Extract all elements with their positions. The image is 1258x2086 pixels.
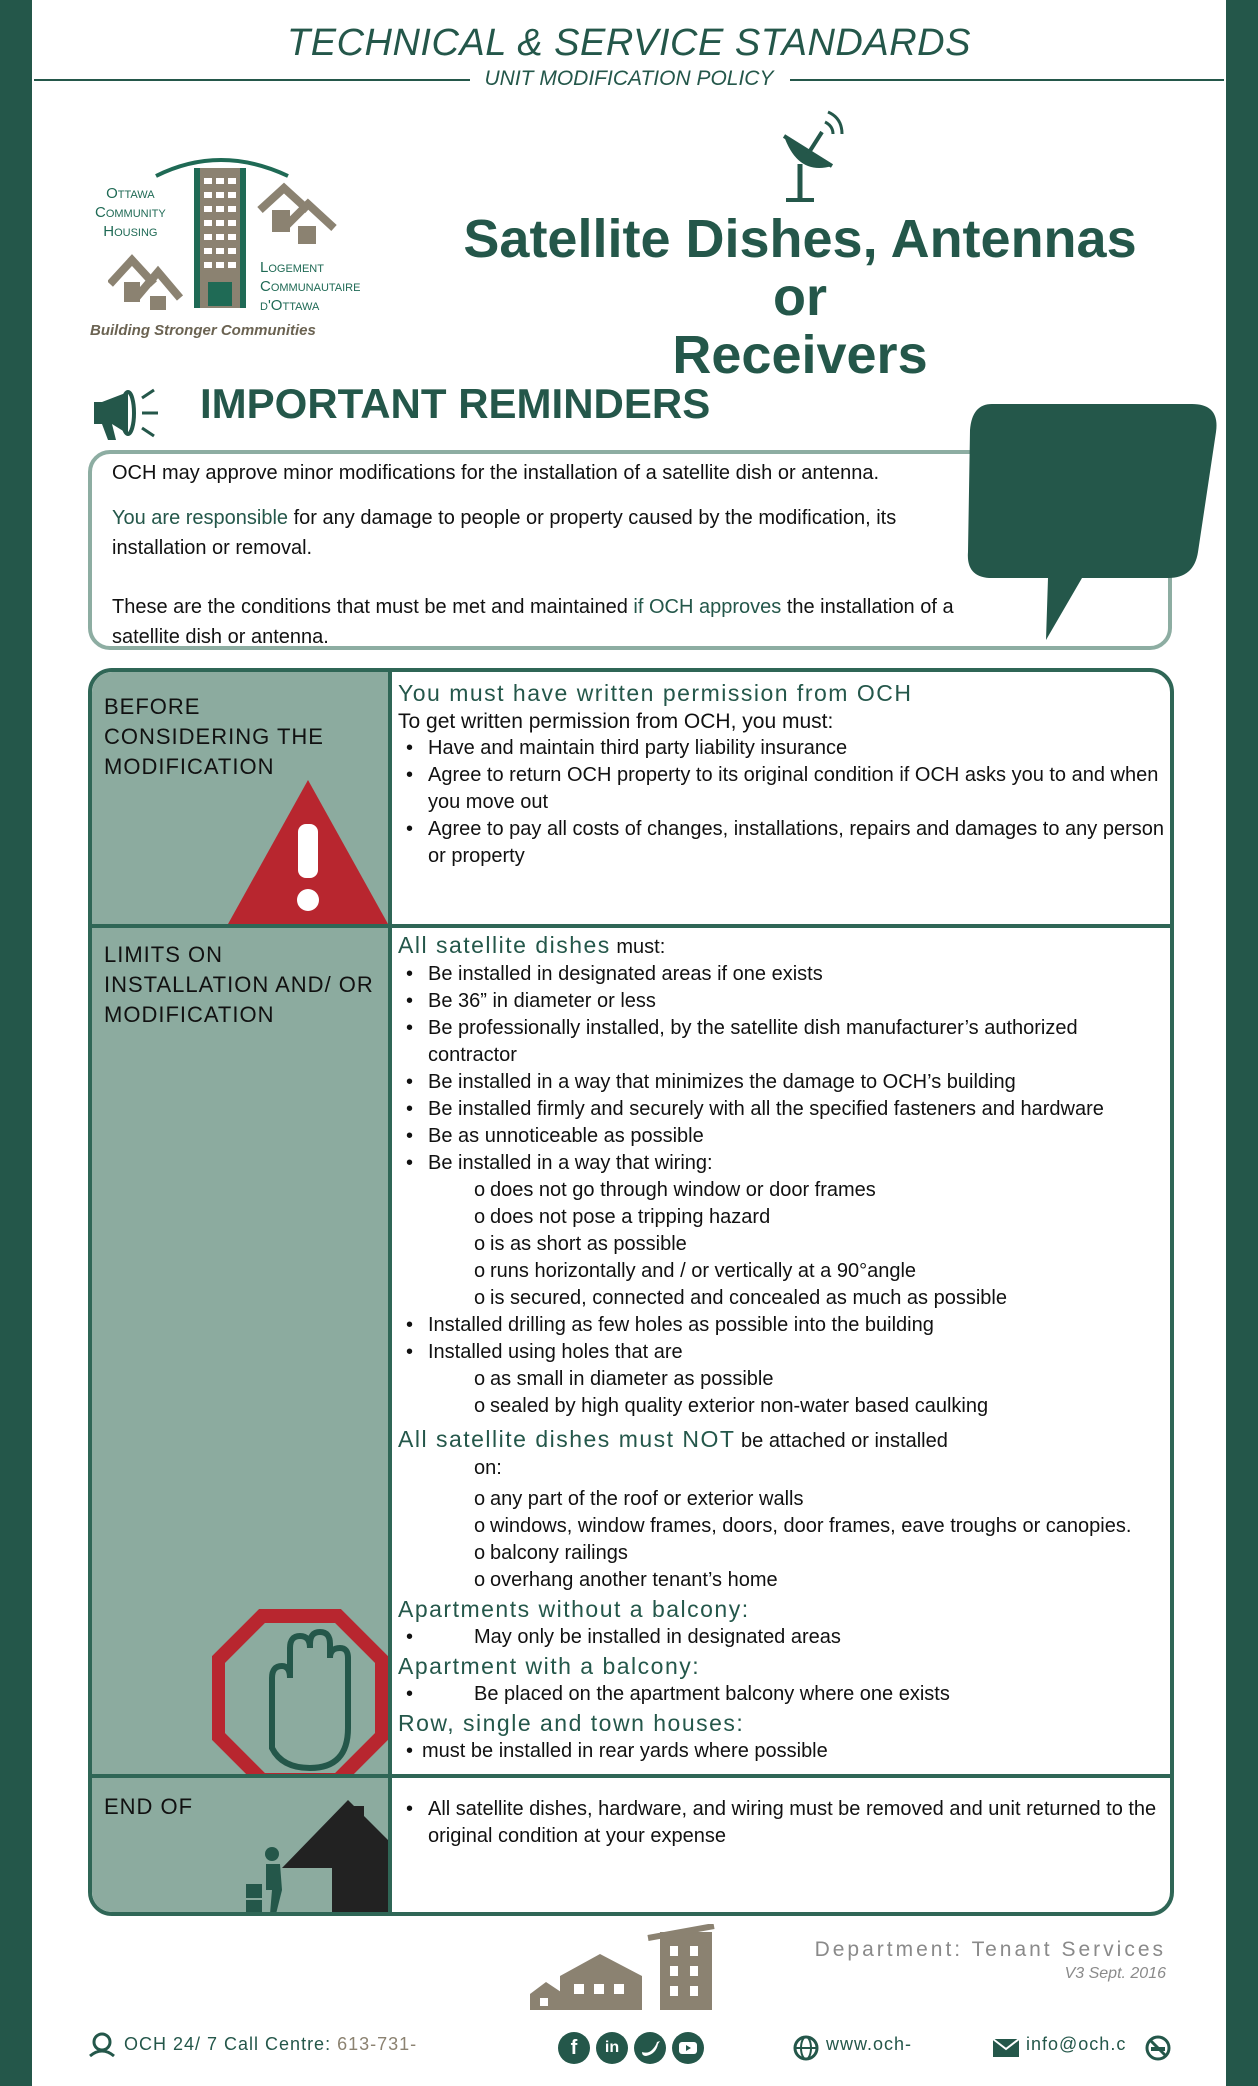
youtube-icon[interactable] [672, 2032, 704, 2064]
list-item: • Be professionally installed, by the satellite dish manufacturer’s authorized contractor [398, 1015, 1168, 1069]
satellite-dish-icon [770, 106, 850, 206]
speech-bubble-icon [962, 402, 1224, 642]
logo-tagline: Building Stronger Communities [90, 322, 316, 339]
page-title: Satellite Dishes, Antennas or Receivers [463, 209, 1137, 385]
sub-list-item: o any part of the roof or exterior walls [398, 1486, 1168, 1513]
end-label: END OF [104, 1794, 194, 1819]
list-item: • May only be installed in designated areas [398, 1624, 1168, 1651]
linkedin-icon[interactable]: in [596, 2032, 628, 2064]
reminder-responsibility: You are responsible for any damage to people or property caused by the modification, its installation or removal. [112, 507, 897, 559]
list-item: • Installed using holes that are [398, 1339, 1168, 1366]
footer-version: V3 Sept. 2016 [1064, 1965, 1166, 1982]
list-item: • Be installed in a way that wiring: [398, 1150, 1168, 1177]
megaphone-icon [88, 384, 168, 444]
sub-list-item: o as small in diameter as possible [398, 1366, 1168, 1393]
sub-list-item: o is secured, connected and concealed as much as possible [398, 1285, 1168, 1312]
list-item: • Agree to pay all costs of changes, installations, repairs and damages to any person or property [398, 816, 1168, 870]
houses-heading: Row, single and town houses: [398, 1710, 745, 1736]
call-centre: OCH 24/ 7 Call Centre: 613-731- [124, 2034, 418, 2054]
row-divider-2 [92, 1774, 1170, 1778]
twitter-icon[interactable] [634, 2032, 666, 2064]
before-heading: You must have written permission from OCH [398, 680, 913, 706]
list-item: • Have and maintain third party liability insurance [398, 735, 1168, 762]
left-border [0, 0, 32, 2086]
sub-list-item: o windows, window frames, doors, door frames, eave troughs or canopies. [398, 1513, 1168, 1540]
globe-icon [792, 2034, 820, 2062]
balcony-heading: Apartment with a balcony: [398, 1653, 701, 1679]
sub-list-item: o is as short as possible [398, 1231, 1168, 1258]
right-border [1226, 0, 1258, 2086]
row-divider-1 [92, 924, 1170, 928]
website-link[interactable]: www.och- [826, 2034, 913, 2054]
sub-list-item: o does not pose a tripping hazard [398, 1204, 1168, 1231]
sub-list-item: o does not go through window or door frames [398, 1177, 1168, 1204]
dishes-must-heading: All satellite dishes must: [398, 932, 666, 958]
limits-label: LIMITS ON INSTALLATION AND/ OR MODIFICATION [104, 942, 374, 1027]
list-item: • All satellite dishes, hardware, and wiring must be removed and unit returned to the original condition at your expense [398, 1796, 1168, 1850]
call-centre-icon [88, 2030, 116, 2058]
list-item: • Be installed in designated areas if one exists [398, 961, 1168, 988]
header-title: TECHNICAL & SERVICE STANDARDS [287, 22, 971, 64]
sub-list-item: o runs horizontally and / or vertically at a 90°angle [398, 1258, 1168, 1285]
before-intro: To get written permission from OCH, you must: [398, 710, 834, 733]
warning-triangle-icon [228, 778, 388, 924]
sub-list-item: o overhang another tenant’s home [398, 1567, 1168, 1594]
list-item: • Be as unnoticeable as possible [398, 1123, 1168, 1150]
stop-hand-icon [212, 1608, 388, 1774]
sub-list-item: o balcony railings [398, 1540, 1168, 1567]
list-item: • Be placed on the apartment balcony where one exists [398, 1681, 1168, 1708]
list-item: • Be 36” in diameter or less [398, 988, 1168, 1015]
list-item: • Installed drilling as few holes as possible into the building [398, 1312, 1168, 1339]
logo-english-name: Ottawa Community Housing [95, 185, 166, 240]
conditions-table [88, 668, 1174, 1916]
list-item: • must be installed in rear yards where possible [398, 1738, 1168, 1765]
no-smoking-icon [1144, 2034, 1172, 2062]
list-item: • Be installed in a way that minimizes the damage to OCH’s building [398, 1069, 1168, 1096]
email-link[interactable]: info@och.c [1026, 2034, 1127, 2054]
reminders-heading: IMPORTANT REMINDERS [200, 380, 711, 427]
dishes-must-not-heading: All satellite dishes must NOT be attached or installed [398, 1426, 948, 1452]
moving-out-icon [242, 1790, 388, 1916]
limits-content [398, 930, 1168, 1765]
header-subtitle: UNIT MODIFICATION POLICY [0, 67, 1258, 91]
buildings-icon [530, 1924, 730, 2010]
sub-list-item: o sealed by high quality exterior non-water based caulking [398, 1393, 1168, 1420]
before-label: BEFORE CONSIDERING THE MODIFICATION [104, 694, 324, 779]
before-content [398, 678, 1168, 870]
email-icon [992, 2038, 1020, 2058]
reminder-conditions: These are the conditions that must be met and maintained if OCH approves the installation of a satellite dish or antenna. [112, 596, 954, 648]
footer-department: Department: Tenant Services [814, 1938, 1166, 1961]
end-content [398, 1796, 1168, 1850]
reminder-approval: OCH may approve minor modifications for the installation of a satellite dish or antenna. [112, 462, 880, 484]
list-item: • Be installed firmly and securely with all the specified fasteners and hardware [398, 1096, 1168, 1123]
logo-french-name: Logement Communautaire d'Ottawa [260, 259, 361, 314]
must-not-on: on: [474, 1457, 502, 1479]
facebook-icon[interactable]: f [558, 2032, 590, 2064]
no-balcony-heading: Apartments without a balcony: [398, 1596, 750, 1622]
list-item: • Agree to return OCH property to its original condition if OCH asks you to and when you move out [398, 762, 1168, 816]
